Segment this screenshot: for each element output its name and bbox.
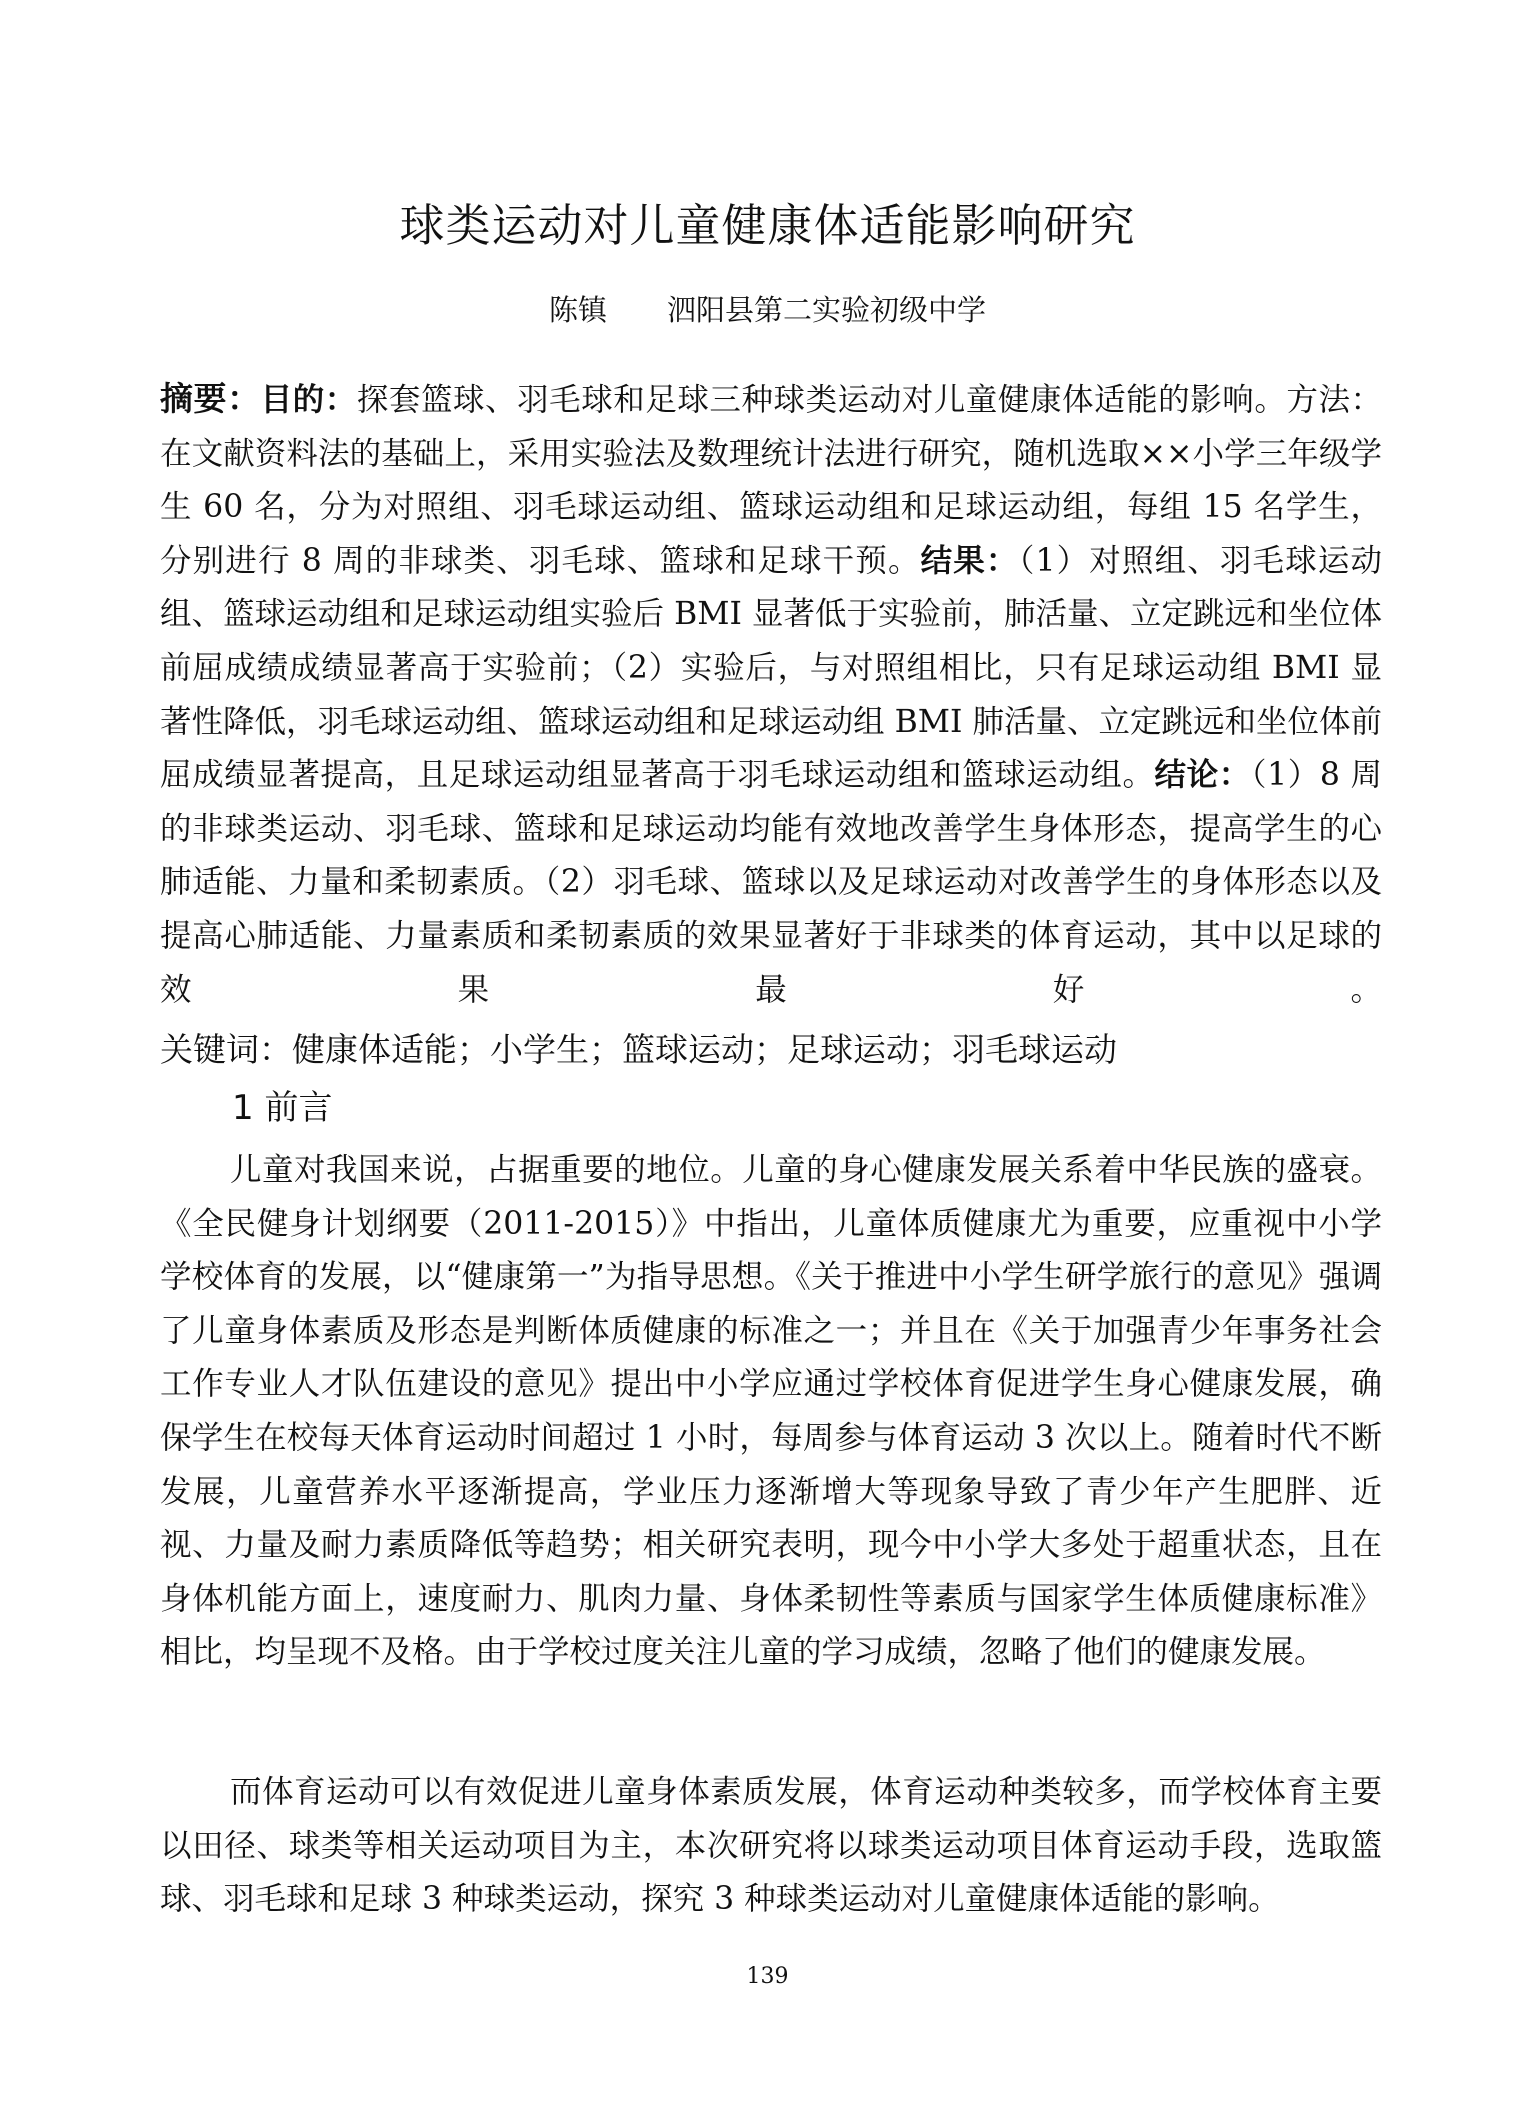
keywords [160,1022,1382,1078]
conclusion-label: 结论： [1154,757,1251,794]
section-heading-intro: 1 前言 [232,1088,333,1128]
keywords-text: 健康体适能；小学生；篮球运动；足球运动；羽毛球运动 [292,1030,1117,1069]
keywords-label: 关键词： [160,1030,292,1069]
results-label: 结果： [920,542,1019,579]
author-line [0,290,1535,330]
objective-label: 目的： [260,382,357,418]
author-name: 陈镇 [548,293,607,327]
conclusion-text: （1）8 周的非球类运动、羽毛球、篮球和足球运动均能有效地改善学生身体形态，提高学生的心肺适能、力量和柔韧素质。（2）羽毛球、篮球以及足球运动对改善学生的身体形态以及提高心肺适能、力量素质和柔韧素质的效果显著好于非球类的体育运动，其中以足球的效果最好。 [160,757,1382,1008]
abstract [160,372,1382,1017]
body-paragraph-1: 儿童对我国来说，占据重要的地位。儿童的身心健康发展关系着中华民族的盛衰。《全民健身计划纲要（2011-2015）》中指出，儿童体质健康尤为重要，应重视中小学学校体育的发展，以“健康第一”为指导思想。《关于推进中小学生研学旅行的意见》强调了儿童身体素质及形态是判断体质健康的标准之一；并且在《关于加强青少年事务社会工作专业人才队伍建设的意见》提出中小学应通过学校体育促进学生身心健康发展，确保学生在校每天体育运动时间超过 1 小时，每周参与体育运动 3 次以上。随着时代不断发展，儿童营养水平逐渐提高，学业压力逐渐增大等现象导致了青少年产生肥胖、近视、力量及耐力素质降低等趋势；相关研究表明，现今中小学大多处于超重状态，且在身体机能方面上，速度耐力、肌肉力量、身体柔韧性等素质与国家学生体质健康标准》相比，均呈现不及格。由于学校过度关注儿童的学习成绩，忽略了他们的健康发展。 [160,1152,1382,1671]
abstract-label: 摘要： [160,379,261,418]
results-text: （1）对照组、羽毛球运动组、篮球运动组和足球运动组实验后 BMI 显著低于实验前，肺活量、立定跳远和坐位体前屈成绩成绩显著高于实验前；（2）实验后，与对照组相比，只有足球运动组 BMI 显著性降低，羽毛球运动组、篮球运动组和足球运动组 BMI 肺活量、立定跳远和坐位体前屈成绩显著提高，且足球运动组显著高于羽毛球运动组和篮球运动组。 [160,542,1382,794]
author-affiliation: 泗阳县第二实验初级中学 [667,293,987,327]
objective-text: 探套篮球、羽毛球和足球三种球类运动对儿童健康体适能的影响。方法：在文献资料法的基础上，采用实验法及数理统计法进行研究，随机选取××小学三年级学生 60 名，分为对照组、羽毛球运动组、篮球运动组和足球运动组，每组 15 名学生，分别进行 8 周的非球类、羽毛球、篮球和足球干预。 [160,382,1382,579]
body-paragraph-2: 而体育运动可以有效促进儿童身体素质发展，体育运动种类较多，而学校体育主要以田径、球类等相关运动项目为主，本次研究将以球类运动项目体育运动手段，选取篮球、羽毛球和足球 3 种球类运动，探究 3 种球类运动对儿童健康体适能的影响。 [160,1774,1382,1918]
paper-title: 球类运动对儿童健康体适能影响研究 [399,199,1136,252]
page-number: 139 [746,1964,789,1989]
